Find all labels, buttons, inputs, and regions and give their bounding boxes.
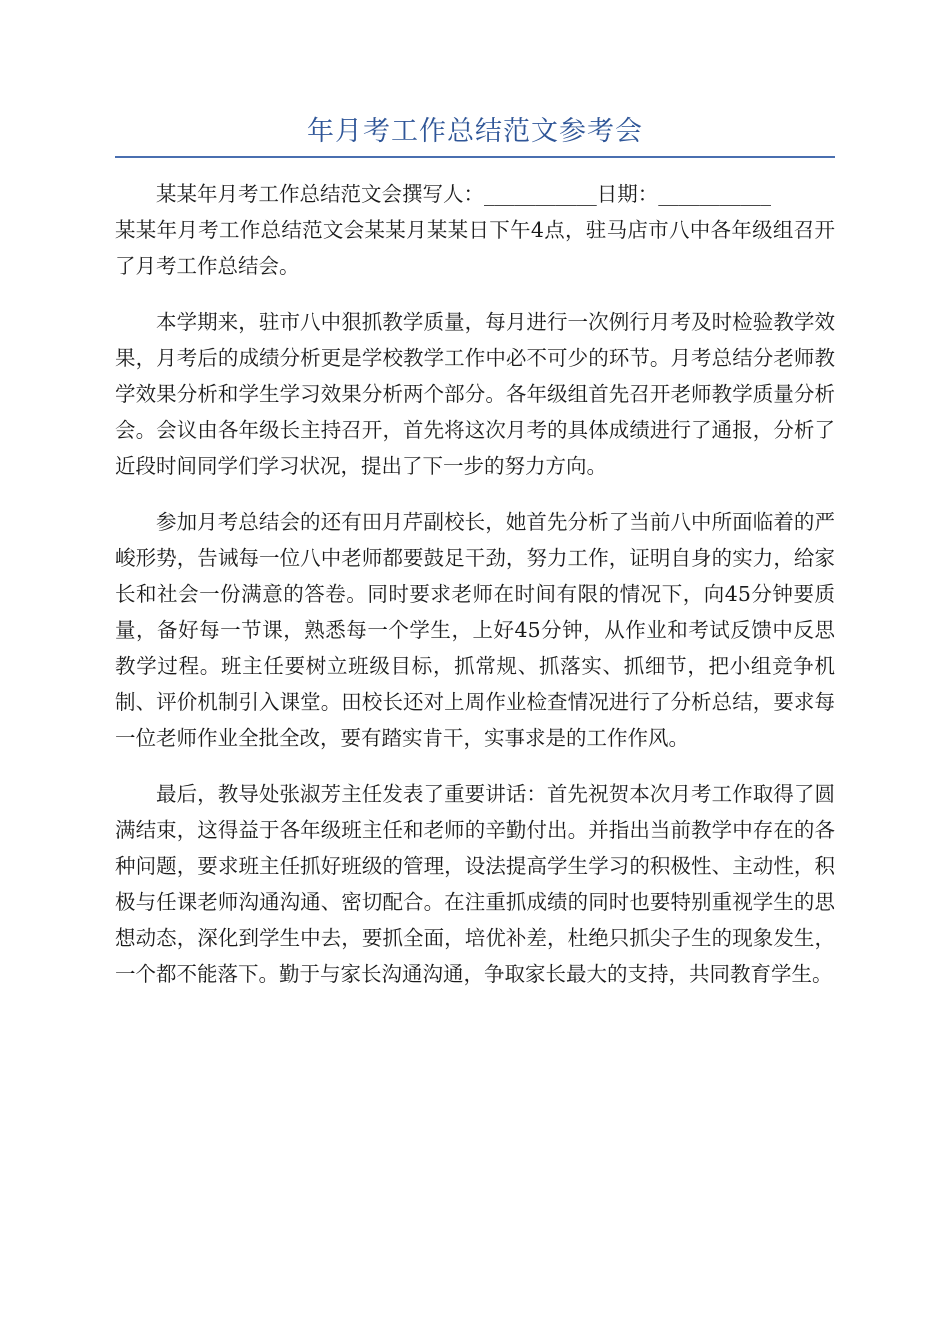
header-line-prefix: 某某年月考工作总结范文会撰写人： — [156, 182, 484, 206]
paragraph-intro — [115, 176, 835, 284]
title-block — [115, 112, 835, 158]
date-blank: ___________ — [658, 182, 771, 206]
document-body — [115, 176, 835, 1012]
paragraph-3: 参加月考总结会的还有田月芹副校长，她首先分析了当前八中所面临着的严峻形势，告诫每一位八中老师都要鼓足干劲，努力工作，证明自身的实力，给家长和社会一份满意的答卷。同时要求老师在时间有限的情况下，向45分钟要质量，备好每一节课，熟悉每一个学生，上好45分钟，从作业和考试反馈中反思教学过程。班主任要树立班级目标，抓常规、抓落实、抓细节，把小组竞争机制、评价机制引入课堂。田校长还对上周作业检查情况进行了分析总结，要求每一位老师作业全批全改，要有踏实肯干，实事求是的工作作风。 — [115, 510, 835, 750]
author-blank: ___________ — [484, 182, 597, 206]
paragraph-4: 最后，教导处张淑芳主任发表了重要讲话：首先祝贺本次月考工作取得了圆满结束，这得益于各年级班主任和老师的辛勤付出。并指出当前教学中存在的各种问题，要求班主任抓好班级的管理，设法提高学生学习的积极性、主动性，积极与任课老师沟通沟通、密切配合。在注重抓成绩的同时也要特别重视学生的思想动态，深化到学生中去，要抓全面，培优补差，杜绝只抓尖子生的现象发生，一个都不能落下。勤于与家长沟通沟通，争取家长最大的支持，共同教育学生。 — [115, 782, 835, 986]
intro-continuation: 某某年月考工作总结范文会某某月某某日下午4点，驻马店市八中各年级组召开了月考工作总结会。 — [115, 218, 835, 278]
document-title: 年月考工作总结范文参考会 — [307, 116, 643, 147]
date-label: 日期： — [596, 182, 659, 206]
paragraph-2: 本学期来，驻市八中狠抓教学质量，每月进行一次例行月考及时检验教学效果，月考后的成绩分析更是学校教学工作中必不可少的环节。月考总结分老师教学效果分析和学生学习效果分析两个部分。各年级组首先召开老师教学质量分析会。会议由各年级长主持召开，首先将这次月考的具体成绩进行了通报，分析了近段时间同学们学习状况，提出了下一步的努力方向。 — [115, 310, 835, 478]
